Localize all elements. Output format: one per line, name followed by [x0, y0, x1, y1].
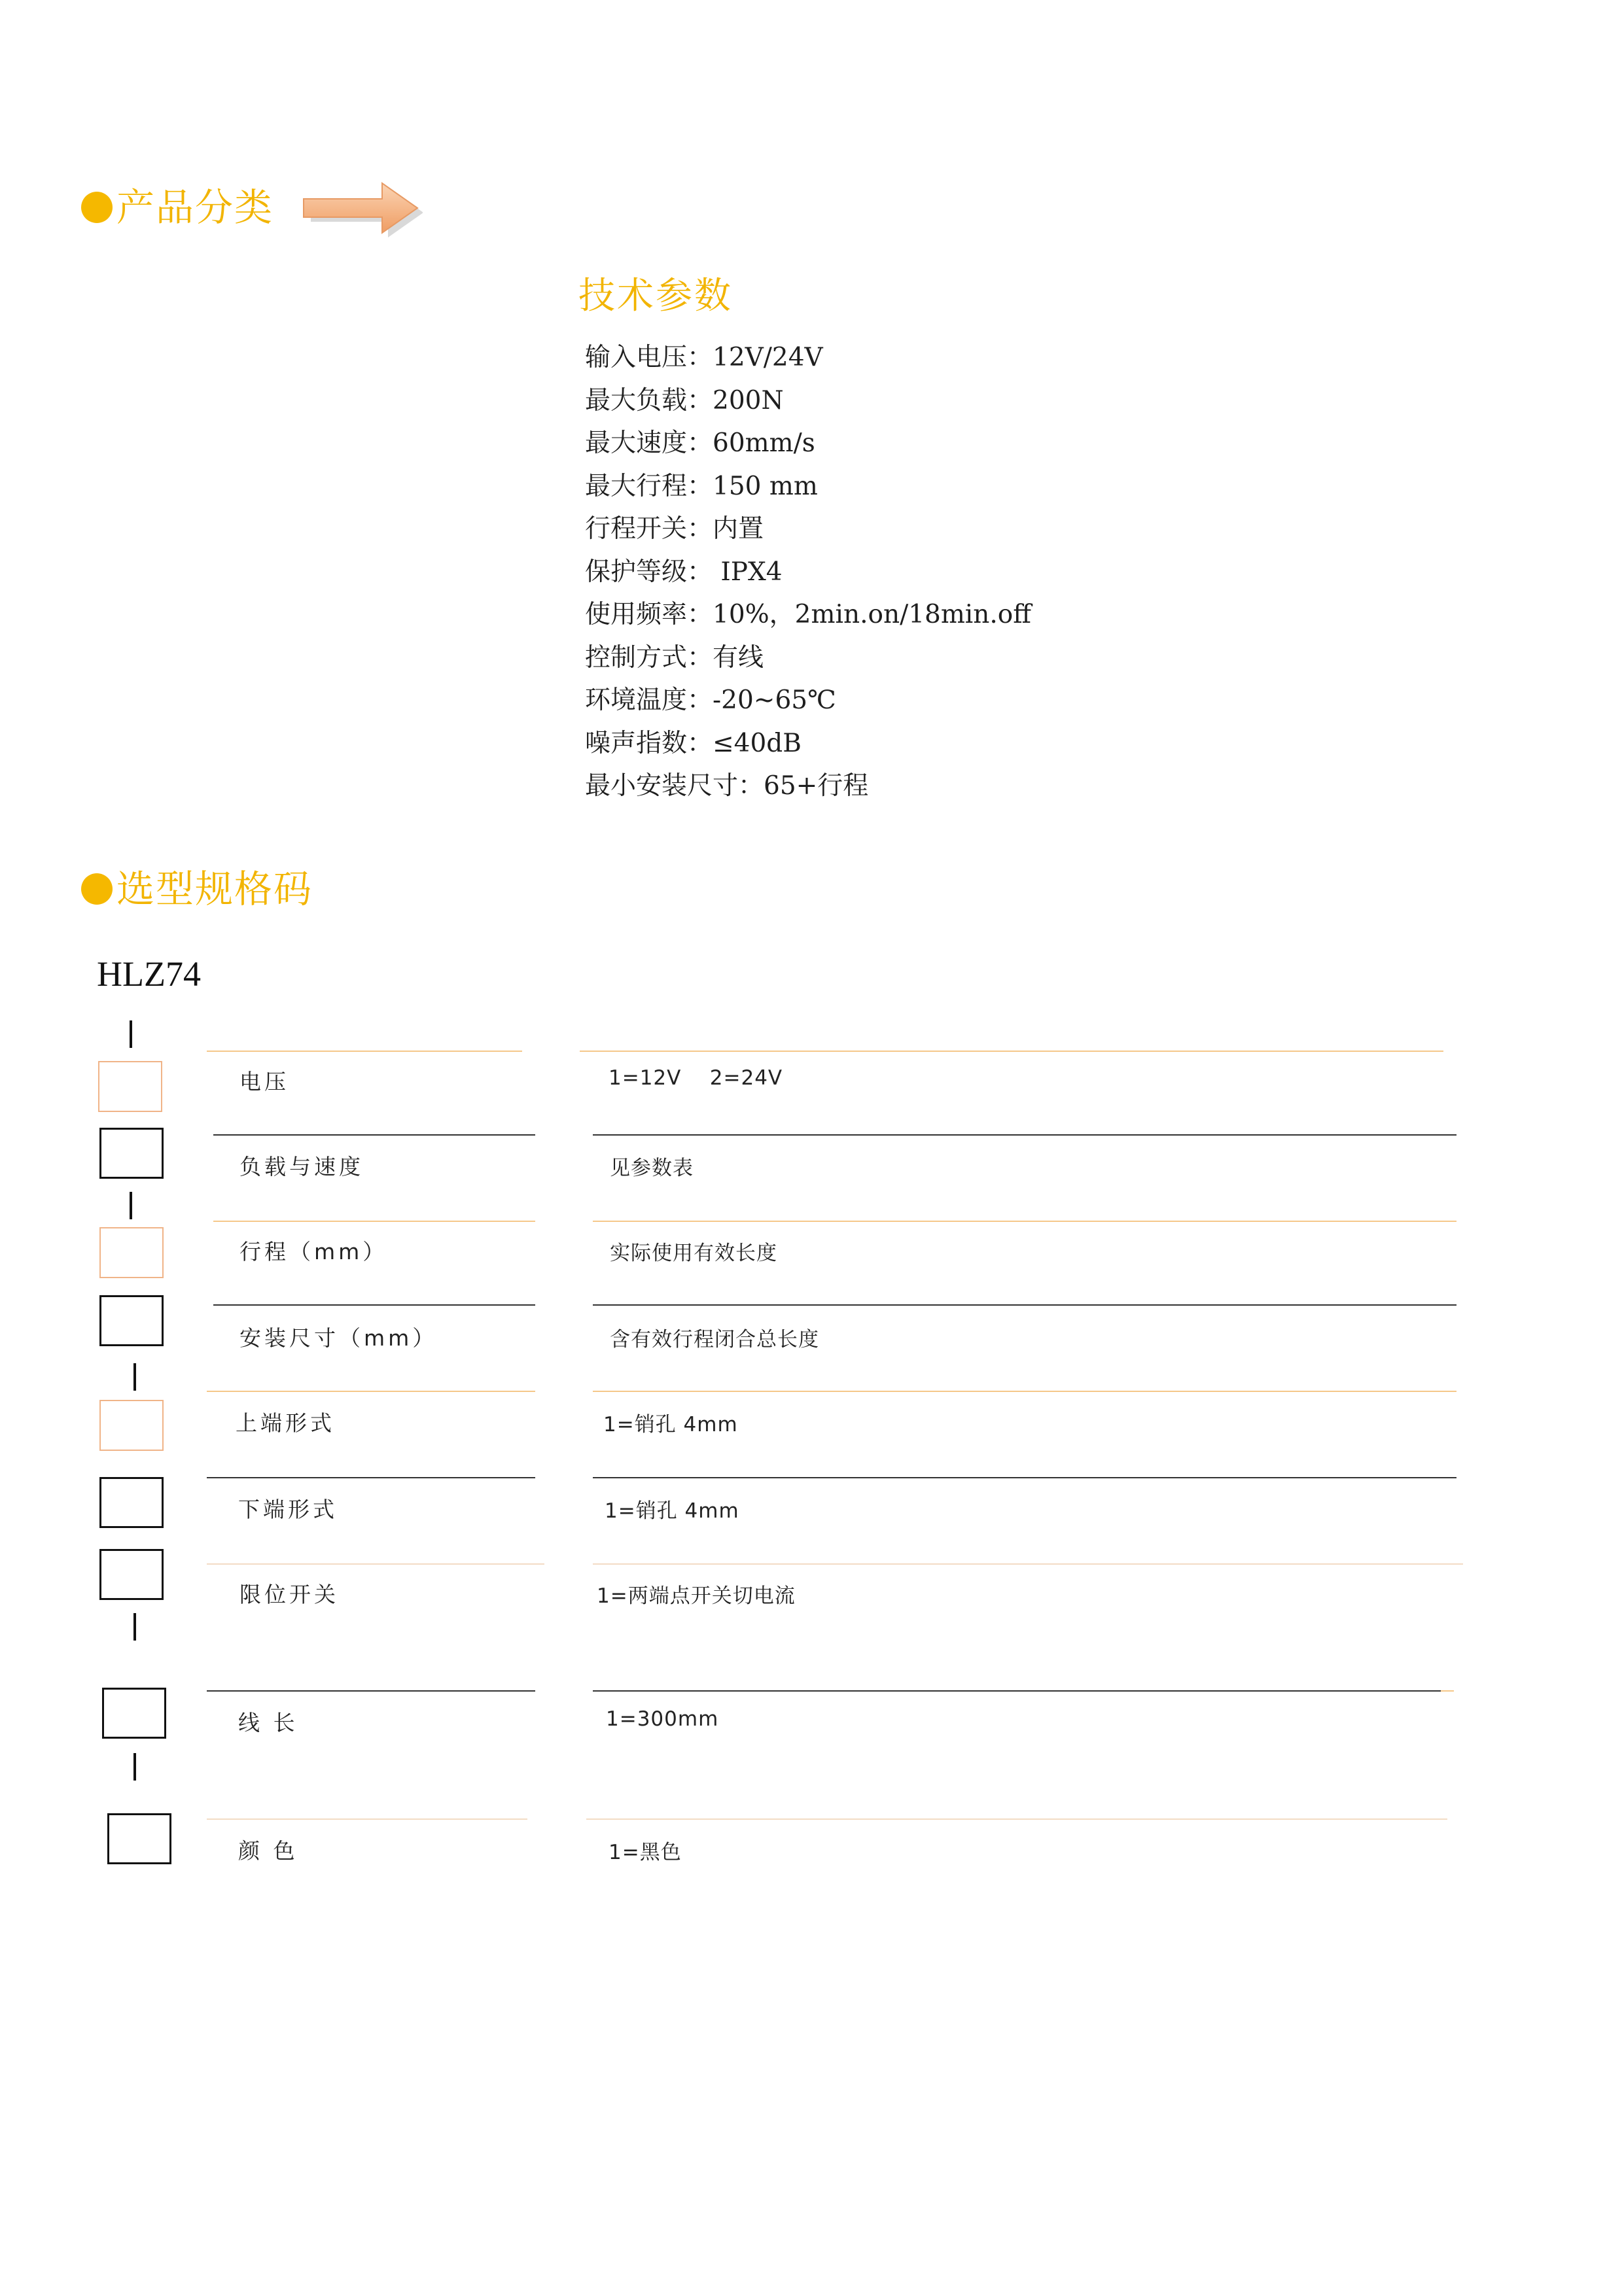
separator-line [593, 1221, 1456, 1222]
option-label-load-speed: 负载与速度 [239, 1154, 364, 1179]
option-value-lower-end: 1=销孔 4mm [605, 1499, 739, 1523]
option-label-cable-length: 线 长 [238, 1710, 298, 1735]
separator-line [1441, 1690, 1454, 1692]
separator-line [593, 1304, 1456, 1306]
code-box-install-size[interactable] [99, 1295, 164, 1346]
spec-row: 最小安装尺寸：65+行程 [585, 771, 869, 801]
option-label-stroke: 行程（mm） [239, 1239, 388, 1264]
option-value-color: 1=黑色 [609, 1841, 682, 1864]
section-header-spec-code [81, 867, 313, 911]
separator-line [593, 1477, 1456, 1478]
separator-line [207, 1690, 535, 1692]
separator-line [580, 1051, 1443, 1052]
code-box-load-speed[interactable] [99, 1128, 164, 1179]
option-label-upper-end: 上端形式 [236, 1410, 335, 1436]
spec-row: 最大行程：150 mm [585, 471, 818, 501]
option-label-lower-end: 下端形式 [238, 1497, 338, 1522]
separator-line [593, 1134, 1456, 1136]
code-box-color[interactable] [107, 1813, 171, 1864]
spec-row: 最大负载：200N [585, 385, 784, 415]
option-label-install-size: 安装尺寸（mm） [239, 1325, 438, 1351]
separator-line [207, 1051, 522, 1052]
section-title: 产品分类 [116, 185, 274, 230]
code-box-limit-switch[interactable] [99, 1549, 164, 1600]
spec-row: 保护等级： IPX4 [585, 557, 783, 587]
option-value-install-size: 含有效行程闭合总长度 [610, 1328, 819, 1351]
option-value-voltage: 1=12V 2=24V [609, 1066, 783, 1090]
code-box-cable-length[interactable] [102, 1688, 166, 1739]
connector-tick [130, 1192, 132, 1219]
arrow-right-icon [301, 181, 423, 239]
option-value-limit-switch: 1=两端点开关切电流 [597, 1584, 796, 1608]
connector-tick [133, 1363, 136, 1391]
separator-line [207, 1563, 544, 1565]
separator-line [207, 1391, 535, 1392]
separator-line [586, 1818, 1447, 1820]
spec-list [585, 336, 1031, 808]
spec-row: 最大速度：60mm/s [585, 428, 815, 458]
spec-row: 环境温度：-20~65℃ [585, 686, 836, 715]
separator-line [593, 1563, 1463, 1565]
option-value-cable-length: 1=300mm [606, 1707, 719, 1731]
option-label-limit-switch: 限位开关 [239, 1582, 339, 1607]
spec-row: 噪声指数：≤40dB [585, 728, 802, 758]
section-title: 选型规格码 [116, 867, 313, 911]
option-value-stroke: 实际使用有效长度 [610, 1242, 777, 1265]
separator-line [593, 1690, 1441, 1692]
bullet-dot-icon [81, 192, 113, 223]
code-box-stroke[interactable] [99, 1227, 164, 1278]
option-label-color: 颜 色 [238, 1838, 298, 1864]
option-label-voltage: 电压 [239, 1069, 289, 1094]
option-value-upper-end: 1=销孔 4mm [603, 1413, 738, 1436]
code-box-lower-end[interactable] [99, 1477, 164, 1528]
connector-tick [133, 1613, 136, 1641]
separator-line [593, 1391, 1456, 1392]
spec-row: 行程开关：内置 [585, 514, 764, 544]
section-header-product-category [81, 185, 274, 230]
connector-tick [130, 1020, 132, 1048]
tech-params-title: 技术参数 [578, 275, 733, 317]
spec-row: 输入电压：12V/24V [585, 343, 823, 372]
spec-row: 使用频率：10%，2min.on/18min.off [585, 600, 1031, 629]
separator-line [213, 1221, 535, 1222]
model-code: HLZ74 [97, 954, 201, 994]
bullet-dot-icon [81, 873, 113, 905]
connector-tick [133, 1753, 136, 1781]
separator-line [213, 1134, 535, 1136]
code-box-voltage[interactable] [98, 1061, 162, 1112]
separator-line [207, 1818, 527, 1820]
separator-line [213, 1304, 535, 1306]
option-value-load-speed: 见参数表 [610, 1157, 694, 1180]
separator-line [207, 1477, 535, 1478]
spec-row: 控制方式：有线 [585, 642, 764, 672]
code-box-upper-end[interactable] [99, 1400, 164, 1451]
